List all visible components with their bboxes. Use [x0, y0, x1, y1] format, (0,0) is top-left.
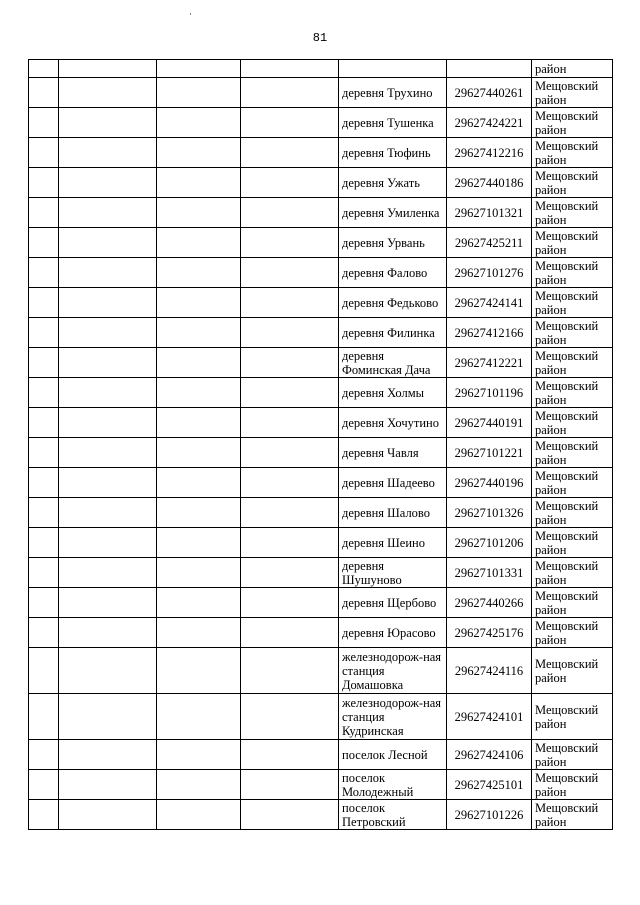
oktmo-code-cell: 29627101321 [447, 198, 532, 228]
cell-empty [59, 168, 157, 198]
cell-empty [59, 378, 157, 408]
cell-empty [157, 498, 241, 528]
cell-empty [447, 60, 532, 78]
cell-empty [29, 468, 59, 498]
table-row [29, 498, 613, 528]
cell-empty [241, 168, 339, 198]
cell-empty [29, 138, 59, 168]
cell-empty [29, 258, 59, 288]
cell-empty [157, 740, 241, 770]
oktmo-code-cell: 29627412166 [447, 318, 532, 348]
cell-empty [59, 588, 157, 618]
cell-empty [59, 138, 157, 168]
table-row [29, 138, 613, 168]
cell-empty [241, 228, 339, 258]
settlement-name-cell: деревня Шушуново [339, 558, 447, 588]
cell-empty [59, 408, 157, 438]
cell-empty [157, 378, 241, 408]
settlement-name-cell: деревня Умиленка [339, 198, 447, 228]
district-cell: Мещовский район [532, 408, 613, 438]
oktmo-code-cell: 29627101221 [447, 438, 532, 468]
oktmo-code-cell: 29627425101 [447, 770, 532, 800]
table-row [29, 648, 613, 694]
cell-empty [241, 60, 339, 78]
cell-empty [241, 198, 339, 228]
district-cell: Мещовский район [532, 378, 613, 408]
settlement-name-cell: поселок Лесной [339, 740, 447, 770]
settlement-name-cell: поселок Молодежный [339, 770, 447, 800]
cell-empty [157, 258, 241, 288]
cell-empty [59, 740, 157, 770]
district-cell: Мещовский район [532, 108, 613, 138]
cell-empty [29, 558, 59, 588]
cell-empty [241, 348, 339, 378]
table-row [29, 348, 613, 378]
cell-empty [157, 800, 241, 830]
cell-empty [241, 258, 339, 288]
cell-empty [29, 770, 59, 800]
cell-empty [59, 228, 157, 258]
cell-empty [241, 468, 339, 498]
cell-empty [241, 528, 339, 558]
cell-empty [59, 78, 157, 108]
settlement-name-cell: деревня Филинка [339, 318, 447, 348]
settlement-name-cell: поселок Петровский [339, 800, 447, 830]
oktmo-code-cell: 29627440266 [447, 588, 532, 618]
cell-empty [241, 78, 339, 108]
settlement-name-cell: деревня Ужать [339, 168, 447, 198]
table-row [29, 528, 613, 558]
cell-empty [157, 288, 241, 318]
table-row [29, 288, 613, 318]
district-cell: район [532, 60, 613, 78]
settlements-table [28, 59, 613, 830]
cell-empty [241, 438, 339, 468]
settlement-name-cell: деревня Тюфинь [339, 138, 447, 168]
cell-empty [157, 438, 241, 468]
cell-empty [157, 694, 241, 740]
settlement-name-cell: деревня Чавля [339, 438, 447, 468]
settlement-name-cell: деревня Урвань [339, 228, 447, 258]
settlement-name-cell: железнодорож-ная станция Домашовка [339, 648, 447, 694]
cell-empty [157, 770, 241, 800]
cell-empty [241, 618, 339, 648]
cell-empty [339, 60, 447, 78]
district-cell: Мещовский район [532, 588, 613, 618]
table-row-continued [29, 60, 613, 78]
cell-empty [241, 138, 339, 168]
settlement-name-cell: деревня Федьково [339, 288, 447, 318]
district-cell: Мещовский район [532, 468, 613, 498]
oktmo-code-cell: 29627424101 [447, 694, 532, 740]
district-cell: Мещовский район [532, 78, 613, 108]
district-cell: Мещовский район [532, 694, 613, 740]
district-cell: Мещовский район [532, 558, 613, 588]
cell-empty [157, 648, 241, 694]
cell-empty [59, 198, 157, 228]
settlement-name-cell: деревня Шалово [339, 498, 447, 528]
cell-empty [157, 348, 241, 378]
oktmo-code-cell: 29627101331 [447, 558, 532, 588]
oktmo-code-cell: 29627424221 [447, 108, 532, 138]
cell-empty [29, 588, 59, 618]
oktmo-code-cell: 29627440196 [447, 468, 532, 498]
district-cell: Мещовский район [532, 198, 613, 228]
oktmo-code-cell: 29627440186 [447, 168, 532, 198]
table-row [29, 378, 613, 408]
district-cell: Мещовский район [532, 258, 613, 288]
cell-empty [29, 168, 59, 198]
cell-empty [241, 408, 339, 438]
district-cell: Мещовский район [532, 800, 613, 830]
table-row [29, 740, 613, 770]
cell-empty [29, 618, 59, 648]
page-number: 81 [312, 31, 328, 45]
district-cell: Мещовский район [532, 318, 613, 348]
cell-empty [157, 618, 241, 648]
table-row [29, 168, 613, 198]
cell-empty [241, 288, 339, 318]
oktmo-code-cell: 29627101196 [447, 378, 532, 408]
district-cell: Мещовский район [532, 438, 613, 468]
cell-empty [241, 498, 339, 528]
table-row [29, 770, 613, 800]
district-cell: Мещовский район [532, 740, 613, 770]
oktmo-code-cell: 29627101326 [447, 498, 532, 528]
cell-empty [241, 740, 339, 770]
settlement-name-cell: деревня Фалово [339, 258, 447, 288]
cell-empty [241, 648, 339, 694]
cell-empty [29, 348, 59, 378]
cell-empty [29, 228, 59, 258]
table-row [29, 78, 613, 108]
cell-empty [157, 528, 241, 558]
cell-empty [29, 378, 59, 408]
cell-empty [157, 108, 241, 138]
cell-empty [29, 78, 59, 108]
table-row [29, 694, 613, 740]
cell-empty [59, 618, 157, 648]
oktmo-code-cell: 29627101226 [447, 800, 532, 830]
district-cell: Мещовский район [532, 648, 613, 694]
cell-empty [29, 198, 59, 228]
settlement-name-cell: деревня Щербово [339, 588, 447, 618]
table-row [29, 408, 613, 438]
cell-empty [29, 694, 59, 740]
table-row [29, 318, 613, 348]
settlement-name-cell: деревня Хочутино [339, 408, 447, 438]
cell-empty [241, 558, 339, 588]
cell-empty [59, 258, 157, 288]
cell-empty [29, 528, 59, 558]
oktmo-code-cell: 29627440261 [447, 78, 532, 108]
district-cell: Мещовский район [532, 528, 613, 558]
cell-empty [29, 438, 59, 468]
district-cell: Мещовский район [532, 138, 613, 168]
oktmo-code-cell: 29627424106 [447, 740, 532, 770]
district-cell: Мещовский район [532, 288, 613, 318]
district-cell: Мещовский район [532, 168, 613, 198]
table-row [29, 438, 613, 468]
cell-empty [59, 558, 157, 588]
cell-empty [157, 138, 241, 168]
cell-empty [29, 318, 59, 348]
oktmo-code-cell: 29627425176 [447, 618, 532, 648]
oktmo-code-cell: 29627101206 [447, 528, 532, 558]
scan-mark [190, 13, 191, 15]
oktmo-code-cell: 29627425211 [447, 228, 532, 258]
district-cell: Мещовский район [532, 770, 613, 800]
cell-empty [59, 318, 157, 348]
district-cell: Мещовский район [532, 228, 613, 258]
district-cell: Мещовский район [532, 348, 613, 378]
cell-empty [59, 648, 157, 694]
district-cell: Мещовский район [532, 618, 613, 648]
cell-empty [241, 770, 339, 800]
cell-empty [59, 288, 157, 318]
settlement-name-cell: деревня Шеино [339, 528, 447, 558]
cell-empty [157, 588, 241, 618]
table-row [29, 198, 613, 228]
oktmo-code-cell: 29627101276 [447, 258, 532, 288]
settlement-name-cell: железнодорож-ная станция Кудринская [339, 694, 447, 740]
oktmo-code-cell: 29627440191 [447, 408, 532, 438]
table-row [29, 228, 613, 258]
cell-empty [157, 408, 241, 438]
cell-empty [59, 438, 157, 468]
cell-empty [29, 60, 59, 78]
settlement-name-cell: деревня Фоминская Дача [339, 348, 447, 378]
district-cell: Мещовский район [532, 498, 613, 528]
settlement-name-cell: деревня Трухино [339, 78, 447, 108]
cell-empty [157, 228, 241, 258]
settlement-name-cell: деревня Тушенка [339, 108, 447, 138]
oktmo-code-cell: 29627424116 [447, 648, 532, 694]
table-row [29, 588, 613, 618]
cell-empty [157, 318, 241, 348]
cell-empty [59, 498, 157, 528]
table-row [29, 108, 613, 138]
cell-empty [241, 318, 339, 348]
cell-empty [241, 800, 339, 830]
cell-empty [241, 108, 339, 138]
cell-empty [157, 198, 241, 228]
cell-empty [157, 558, 241, 588]
cell-empty [59, 348, 157, 378]
settlement-name-cell: деревня Шадеево [339, 468, 447, 498]
cell-empty [157, 168, 241, 198]
table-row [29, 558, 613, 588]
table-row [29, 618, 613, 648]
cell-empty [29, 740, 59, 770]
table-row [29, 800, 613, 830]
oktmo-code-cell: 29627412216 [447, 138, 532, 168]
cell-empty [157, 468, 241, 498]
cell-empty [59, 108, 157, 138]
cell-empty [29, 288, 59, 318]
oktmo-code-cell: 29627424141 [447, 288, 532, 318]
cell-empty [29, 108, 59, 138]
settlement-name-cell: деревня Юрасово [339, 618, 447, 648]
cell-empty [241, 378, 339, 408]
cell-empty [241, 588, 339, 618]
cell-empty [59, 528, 157, 558]
cell-empty [59, 800, 157, 830]
cell-empty [157, 78, 241, 108]
table-row [29, 468, 613, 498]
settlement-name-cell: деревня Холмы [339, 378, 447, 408]
cell-empty [29, 648, 59, 694]
cell-empty [241, 694, 339, 740]
cell-empty [29, 498, 59, 528]
table-row [29, 258, 613, 288]
cell-empty [157, 60, 241, 78]
cell-empty [59, 694, 157, 740]
cell-empty [29, 408, 59, 438]
cell-empty [59, 60, 157, 78]
cell-empty [59, 468, 157, 498]
cell-empty [29, 800, 59, 830]
cell-empty [59, 770, 157, 800]
oktmo-code-cell: 29627412221 [447, 348, 532, 378]
